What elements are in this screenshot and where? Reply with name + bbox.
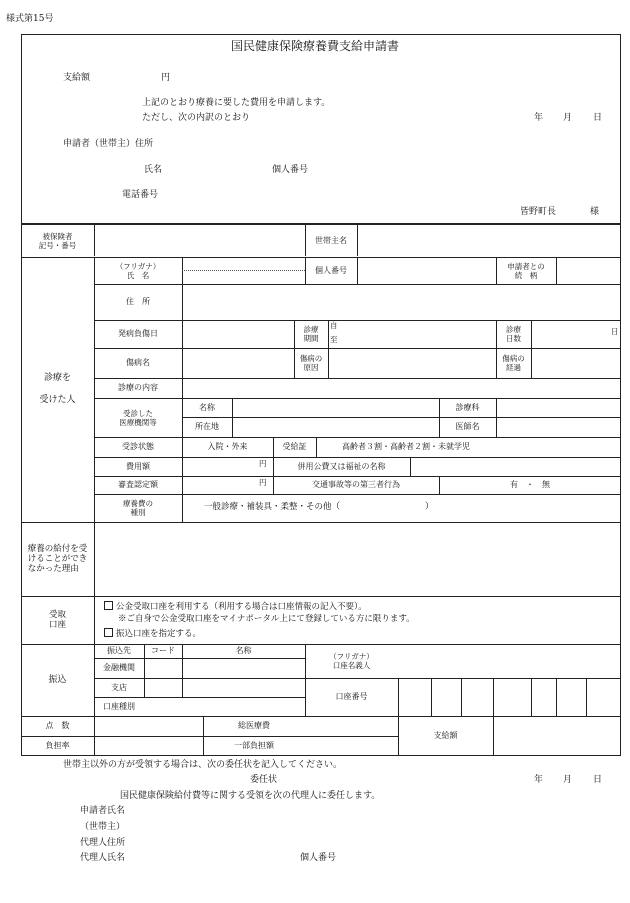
receipt-note: ※ご自身で公金受取口座をマイナポータル上にて登録している方に限ります。 [118,614,415,624]
delegation-month: 月 [563,775,573,785]
status-label: 受診状態 [122,442,154,452]
account-type-label: 口座種別 [103,701,135,711]
delegation-title: 委任状 [250,775,278,785]
onset-date-label: 発病負傷日 [118,329,158,339]
amount-label: 支給額 [63,73,91,83]
householder-name-label: 世帯主名 [315,235,347,245]
delegation-applicant-name: 申請者氏名 [80,806,126,816]
mayor-sama: 様 [590,207,600,217]
code-label: コード [151,646,175,656]
cert-label: 受給証 [282,442,307,452]
patient-personal-number-label: 個人番号 [315,265,347,275]
disease-cause-label: 傷病の 原因 [299,354,323,372]
page-title: 国民健康保険療養費支給申請書 [230,39,399,53]
delegation-day: 日 [593,775,603,785]
address-label: 住 所 [126,297,150,307]
reason-label: 療養の給付を受 けることができ なかった理由 [27,543,88,575]
type-value: 一般診療・補装具・柔整・その他（ ） [204,502,434,512]
bank-label: 金融機関 [103,663,135,673]
cost-label: 費用額 [126,461,150,471]
location-label: 所在地 [195,422,219,432]
payment-amount-label: 支給額 [433,731,458,741]
agent-address: 代理人住所 [80,838,126,848]
period-to: 至 [330,335,338,344]
header-day: 日 [593,113,603,123]
checkbox-public[interactable] [104,601,113,610]
type-label: 療養費の 種別 [123,499,153,517]
agent-personal-number: 個人番号 [300,853,337,863]
checkbox-transfer[interactable] [104,628,113,637]
mayor-label: 皆野町長 [520,207,557,217]
request-line2: ただし、次の内訳のとおり [142,113,251,123]
treatment-days-label: 診療 日数 [506,325,521,343]
transfer-label: 振込 [48,674,67,685]
header-frame [21,34,621,224]
receipt-option-transfer[interactable]: 振込口座を指定する。 [104,628,201,640]
days-unit: 日 [611,327,619,336]
relation-label: 申請者との 続 柄 [507,261,545,280]
account-number-label: 口座番号 [335,692,368,702]
third-party-label: 交通事故等の第三者行為 [312,480,400,490]
treatment-period-label: 診療 期間 [303,325,319,343]
disease-name-label: 傷病名 [126,358,150,368]
phone-label: 電話番号 [122,190,159,200]
treatment-content-label: 診療の内容 [118,383,158,393]
form-number: 様式第15号 [6,14,54,24]
institution-label: 受診した 医療機関等 [119,408,157,427]
burden-rate-label: 負担率 [45,741,70,751]
delegation-householder: （世帯主） [80,822,126,832]
assess-label: 審査認定額 [118,480,158,490]
header-year: 年 [534,113,544,123]
patient-group-label: 診療を 受けた人 [39,373,76,405]
amount-yen: 円 [161,73,171,83]
receipt-option-public[interactable]: 公金受取口座を利用する（利用する場合は口座情報の記入不要）。 [104,601,367,613]
branch-label: 支店 [111,682,127,692]
cert-value: 高齢者３割・高齢者２割・未就学児 [342,442,470,452]
disease-course-label: 傷病の 経過 [502,354,525,372]
applicant-label: 申請者（世帯主）住所 [63,139,154,149]
points-label: 点 数 [45,721,70,731]
name-label: 氏名 [144,165,163,175]
personal-number-label: 個人番号 [272,165,309,175]
third-party-yes-no: 有 ・ 無 [510,480,550,490]
agent-name: 代理人氏名 [80,853,126,863]
transfer-to-label: 振込先 [107,646,131,656]
delegation-note: 世帯主以外の方が受領する場合は、次の委任状を記入してください。 [63,760,343,770]
public-expense-label: 併用公費又は福祉の名称 [297,461,386,471]
period-from: 自 [330,321,338,330]
status-value: 入院・外来 [207,442,248,452]
insured-number-label: 被保険者 記号・番号 [38,231,77,250]
delegation-statement: 国民健康保険給付費等に関する受領を次の代理人に委任します。 [120,791,381,801]
institution-name-label: 名称 [199,402,215,412]
header-month: 月 [563,113,573,123]
doctor-label: 医師名 [455,422,480,432]
furigana-name-label: （フリガナ） 氏 名 [115,261,161,280]
request-line1: 上記のとおり療養に要した費用を申請します。 [142,98,331,108]
holder-label: （フリガナ） 口座名義人 [329,652,374,670]
bank-name-label: 名称 [235,646,252,656]
total-cost-label: 総医療費 [238,721,270,731]
partial-burden-label: 一部負担額 [234,741,274,751]
department-label: 診療科 [455,402,480,412]
delegation-year: 年 [534,775,544,785]
receipt-label: 受取 口座 [48,609,66,630]
cost-yen: 円 [259,459,267,468]
assess-yen: 円 [259,478,267,487]
